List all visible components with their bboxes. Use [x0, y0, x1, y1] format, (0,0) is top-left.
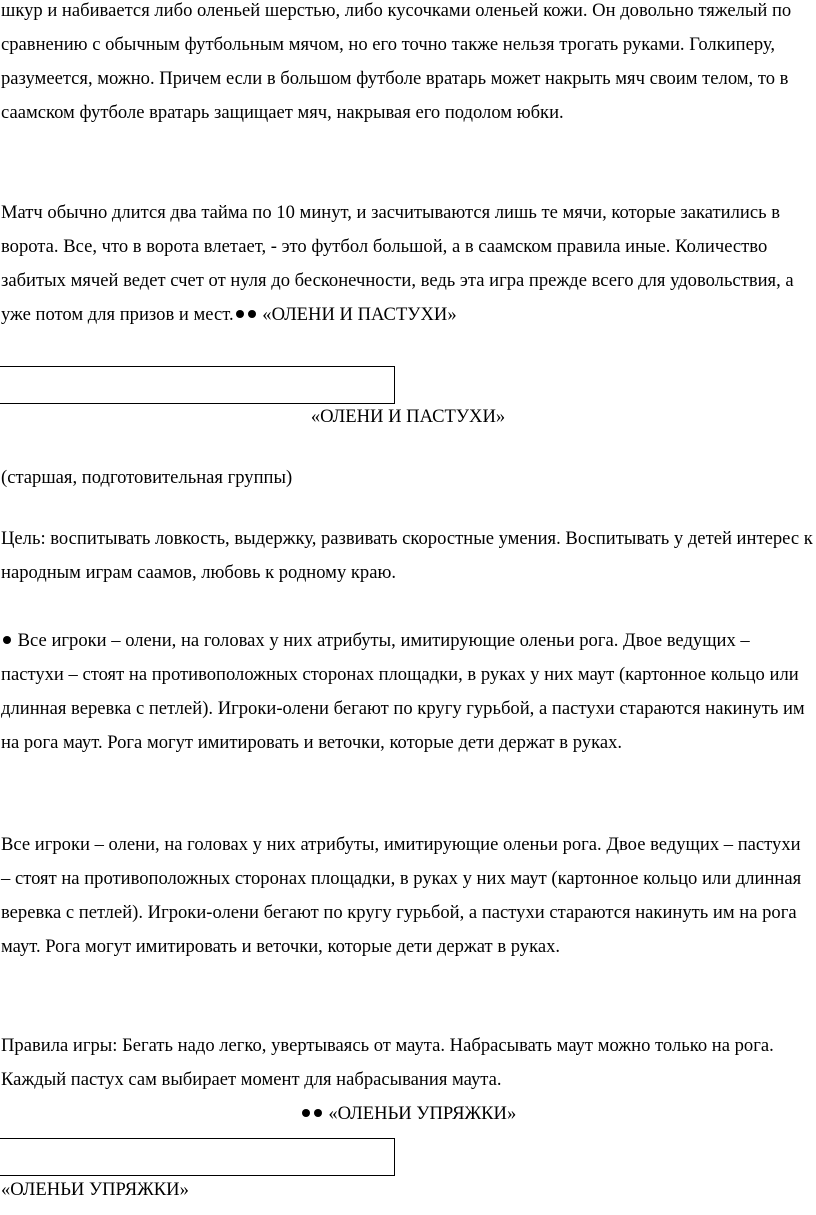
- bullet-icon: [236, 310, 244, 318]
- game-description-bulleted: [1, 624, 813, 760]
- bullet-icon: [302, 1109, 310, 1117]
- game-goal: Цель: воспитывать ловкость, выдержку, развивать скоростные умения. Воспитывать у детей интерес к народным играм саамов, любовь к родному краю.: [1, 528, 813, 583]
- bullet-icon: [314, 1109, 322, 1117]
- game-description: Все игроки – олени, на головах у них атрибуты, имитирующие оленьи рога. Двое ведущих – пастухи – стоят на противоположных сторонах площадки, в руках у них маут (картонное кольцо или длинная веревка с петлей). Игроки-олени бегают по кругу гурьбой, а пастухи стараются накинуть им на рога маут. Рога могут имитировать и веточки, которые дети держат в руках.: [1, 834, 802, 957]
- paragraph-match-rules: [1, 196, 813, 332]
- bullet-icon: [248, 310, 256, 318]
- inline-heading-deer-and-herders: «ОЛЕНИ И ПАСТУХИ»: [262, 304, 457, 325]
- paragraph-football-ball: шкур и набивается либо оленьей шерстью, либо кусочками оленьей кожи. Он довольно тяжелый по сравнению с обычным футбольным мячом, но его точно также нельзя трогать руками. Голкиперу, разумеется, можно. Причем если в большом футболе вратарь может накрыть мяч своим телом, то в саамском футболе вратарь защищает мяч, накрывая его подолом юбки.: [1, 0, 792, 123]
- game-description-bulleted-text: Все игроки – олени, на головах у них атрибуты, имитирующие оленьи рога. Двое ведущих – пастухи – стоят на противоположных сторонах площадки, в руках у них маут (картонное кольцо или длинная веревка с петлей). Игроки-олени бегают по кругу гурьбой, а пастухи стараются накинуть им на рога маут. Рога могут имитировать и веточки, которые дети держат в руках.: [1, 630, 805, 753]
- bullet-icon: [3, 636, 11, 644]
- paragraph-match-rules-text: Матч обычно длится два тайма по 10 минут, и засчитываются лишь те мячи, которые закатились в ворота. Все, что в ворота влетает, - это футбол большой, а в саамском правила иные. Количество забитых мячей ведет счет от нуля до бесконечности, ведь эта игра прежде всего для удовольствия, а уже потом для призов и мест.: [1, 202, 794, 325]
- inline-heading-reindeer-sleds: [0, 1097, 816, 1131]
- game-title-reindeer-sleds: «ОЛЕНЬИ УПРЯЖКИ»: [1, 1179, 189, 1200]
- text-input-box[interactable]: [0, 1138, 395, 1176]
- inline-heading-reindeer-sleds-text: «ОЛЕНЬИ УПРЯЖКИ»: [328, 1103, 517, 1124]
- age-group-label: (старшая, подготовительная группы): [1, 467, 293, 488]
- game-title-deer-and-herders: «ОЛЕНИ И ПАСТУХИ»: [310, 406, 506, 427]
- text-input-box[interactable]: [0, 366, 395, 404]
- game-rules: Правила игры: Бегать надо легко, увертываясь от маута. Набрасывать маут можно только на рога. Каждый пастух сам выбирает момент для набрасывания маута.: [1, 1035, 774, 1090]
